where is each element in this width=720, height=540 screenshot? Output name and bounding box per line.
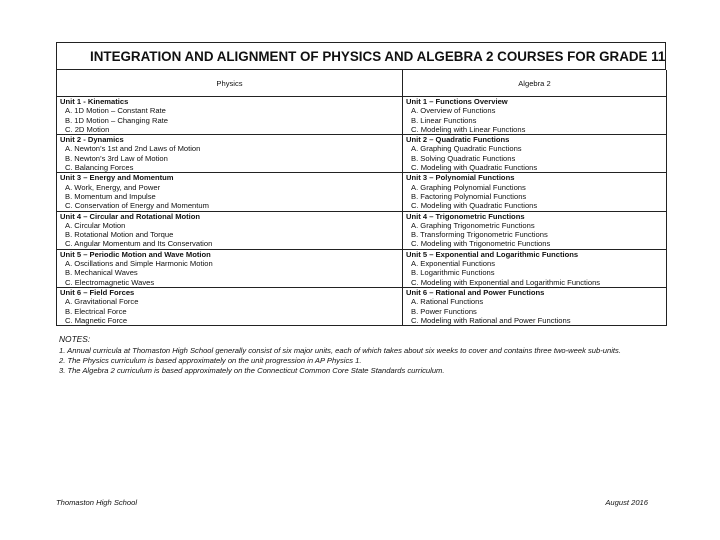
physics-subunit: C. Conservation of Energy and Momentum [65,201,209,211]
algebra-subunit: B. Transforming Trigonometric Functions [411,230,548,240]
table-row [57,287,667,325]
algebra-unit-title: Unit 4 – Trigonometric Functions [406,211,525,221]
physics-subunit: C. Magnetic Force [65,315,128,325]
note-item: 3. The Algebra 2 curriculum is based approximately on the Connecticut Common Core State Standards curriculum. [59,366,445,376]
algebra-subunit: A. Rational Functions [411,297,484,307]
table-row [57,173,667,211]
physics-cell [57,135,403,173]
algebra-unit-title: Unit 5 – Exponential and Logarithmic Functions [406,249,579,259]
algebra-subunit: C. Modeling with Quadratic Functions [411,163,538,173]
physics-subunit: A. 1D Motion – Constant Rate [65,106,166,116]
physics-subunit: C. Angular Momentum and Its Conservation [65,239,213,249]
algebra-cell [403,249,667,287]
physics-column-header: Physics [57,70,403,97]
algebra-subunit: C. Modeling with Linear Functions [411,124,526,134]
physics-unit-title: Unit 6 – Field Forces [60,287,135,297]
algebra-subunit: A. Exponential Functions [411,259,496,269]
algebra-subunit: C. Modeling with Rational and Power Functions [411,315,571,325]
algebra-unit-title: Unit 1 – Functions Overview [406,97,508,106]
document-title: INTEGRATION AND ALIGNMENT OF PHYSICS AND ALGEBRA 2 COURSES FOR GRADE 11 [56,42,666,70]
document [56,42,666,376]
algebra-cell [403,211,667,249]
algebra-subunit: C. Modeling with Trigonometric Functions [411,239,551,249]
algebra-subunit: A. Graphing Quadratic Functions [411,144,522,154]
physics-cell [57,287,403,325]
physics-cell [57,211,403,249]
table-row [57,97,667,135]
notes-heading: NOTES: [59,334,91,345]
physics-unit-title: Unit 1 - Kinematics [60,97,129,106]
algebra-unit-title: Unit 3 – Polynomial Functions [406,173,515,183]
physics-cell [57,173,403,211]
algebra-subunit: B. Power Functions [411,306,477,316]
physics-unit-title: Unit 4 – Circular and Rotational Motion [60,211,201,221]
header-row [57,70,667,97]
physics-unit-title: Unit 3 – Energy and Momentum [60,173,174,183]
algebra-subunit: A. Graphing Polynomial Functions [411,182,526,192]
footer-school-name: Thomaston High School [56,498,138,507]
algebra-subunit: C. Modeling with Exponential and Logarithmic Functions [411,277,601,287]
algebra-subunit: B. Factoring Polynomial Functions [411,191,527,201]
algebra-subunit: B. Linear Functions [411,115,477,125]
algebra-subunit: A. Graphing Trigonometric Functions [411,220,535,230]
algebra-column-header: Algebra 2 [403,70,667,97]
algebra-subunit: B. Logarithmic Functions [411,268,495,278]
physics-subunit: B. Rotational Motion and Torque [65,230,174,240]
physics-cell [57,97,403,135]
algebra-unit-title: Unit 6 – Rational and Power Functions [406,287,545,297]
physics-subunit: B. Mechanical Waves [65,268,138,278]
note-item: 2. The Physics curriculum is based approximately on the unit progression in AP Physics 1. [59,356,362,366]
physics-subunit: B. Momentum and Impulse [65,191,156,201]
physics-subunit: A. Newton’s 1st and 2nd Laws of Motion [65,144,201,154]
table-row [57,249,667,287]
table-row [57,211,667,249]
page-footer [56,498,648,507]
algebra-cell [403,135,667,173]
footer-date: August 2016 [605,498,648,507]
physics-unit-title: Unit 5 – Periodic Motion and Wave Motion [60,249,211,259]
algebra-cell [403,173,667,211]
physics-subunit: C. 2D Motion [65,124,110,134]
physics-subunit: B. Electrical Force [65,306,127,316]
physics-subunit: A. Oscillations and Simple Harmonic Motion [65,259,213,269]
physics-unit-title: Unit 2 - Dynamics [60,135,124,145]
algebra-subunit: A. Overview of Functions [411,106,496,116]
algebra-subunit: C. Modeling with Quadratic Functions [411,201,538,211]
physics-subunit: C. Balancing Forces [65,163,134,173]
physics-subunit: C. Electromagnetic Waves [65,277,155,287]
algebra-subunit: B. Solving Quadratic Functions [411,153,516,163]
physics-subunit: A. Gravitational Force [65,297,139,307]
table-row [57,135,667,173]
algebra-cell [403,287,667,325]
physics-subunit: A. Work, Energy, and Power [65,182,161,192]
physics-cell [57,249,403,287]
curriculum-table [56,70,667,326]
physics-subunit: A. Circular Motion [65,220,126,230]
note-item: 1. Annual curricula at Thomaston High School generally consist of six major units, each of which takes about six weeks to cover and contains three two-week sub-units. [59,346,621,356]
algebra-cell [403,97,667,135]
physics-subunit: B. Newton’s 3rd Law of Motion [65,153,168,163]
notes-section [56,334,666,376]
algebra-unit-title: Unit 2 – Quadratic Functions [406,135,510,145]
physics-subunit: B. 1D Motion – Changing Rate [65,115,168,125]
